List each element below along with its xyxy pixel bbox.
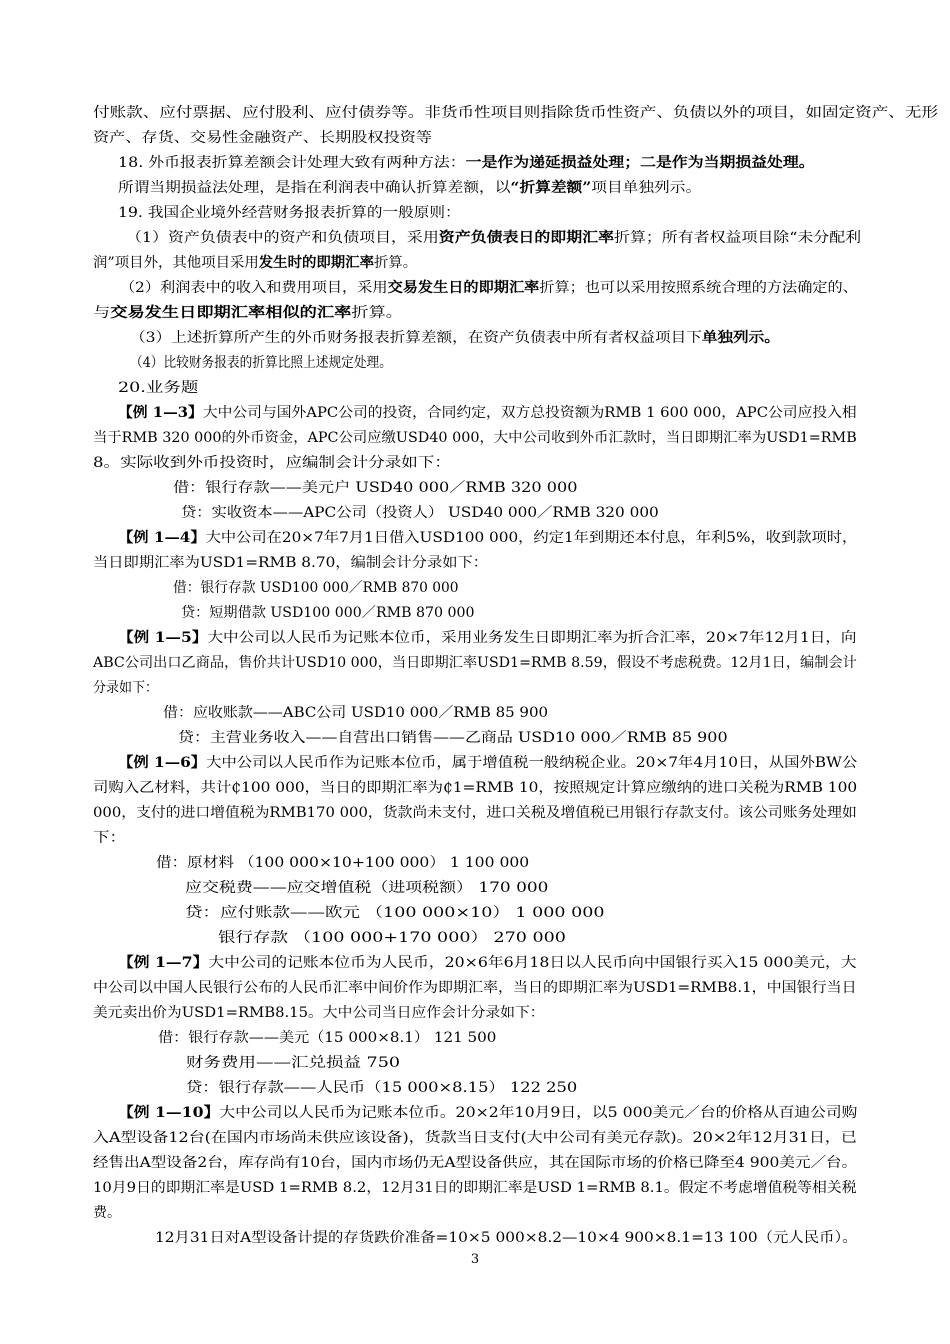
- text-run: 费。: [93, 1205, 121, 1221]
- text-run: 借：银行存款 USD100 000／RMB 870 000: [173, 580, 459, 596]
- text-line: [93, 128, 432, 148]
- text-run: 折算。: [373, 255, 418, 271]
- text-run: 应交税费——应交增值税（进项税额） 170 000: [185, 880, 549, 896]
- bold-text: “折算差额”: [510, 180, 592, 196]
- text-line: [118, 203, 461, 223]
- text-run: 折算；也可以采用按照系统合理的方法确定的、: [539, 280, 858, 296]
- text-line: [186, 1053, 400, 1073]
- text-line: [93, 303, 403, 323]
- text-line: [118, 528, 857, 548]
- text-line: [173, 578, 458, 598]
- text-run: 20.业务题: [118, 380, 199, 396]
- text-run: 项目单独列示。: [591, 180, 702, 196]
- bold-text: 交易发生日即期汇率相似的汇率: [110, 305, 352, 321]
- text-run: 借：银行存款——美元（15 000×8.1） 121 500: [158, 1030, 497, 1046]
- text-line: [186, 1078, 577, 1098]
- text-line: [118, 1103, 857, 1123]
- text-line: [173, 478, 578, 498]
- text-run: （1）资产负债表中的资产和负债项目，采用: [126, 230, 439, 246]
- bold-text: 交易发生日的即期汇率: [387, 280, 540, 296]
- text-line: [93, 778, 857, 798]
- text-run: （3）上述折算所产生的外币财务报表折算差额，在资产负债表中所有者权益项目下: [130, 330, 702, 346]
- text-run: 借：原材料 （100 000×10+100 000） 1 100 000: [156, 855, 530, 871]
- text-run: 000，支付的进口增值税为RMB170 000，货款尚未支付，进口关税及增值税已用银行存款支付。该公司账务处理如: [93, 805, 857, 821]
- text-run: 司购入乙材料，共计₵100 000，当日的即期汇率为₵1=RMB 10，按照规定计算应缴纳的进口关税为RMB 100: [93, 780, 858, 796]
- text-line: [93, 428, 857, 448]
- text-line: [93, 453, 451, 473]
- text-run: 财务费用——汇兑损益 750: [186, 1055, 400, 1071]
- text-run: 贷：银行存款——人民币（15 000×8.15） 122 250: [186, 1080, 578, 1096]
- text-line: [93, 253, 417, 273]
- text-line: [155, 1228, 857, 1248]
- text-run: 当于RMB 320 000的外币资金，APC公司应缴USD40 000，大中公司收到外币汇款时，当日即期汇率为USD1=RMB: [93, 430, 857, 446]
- text-run: 8。实际收到外币投资时，应编制会计分录如下：: [93, 455, 451, 471]
- text-line: [118, 403, 857, 423]
- text-line: [158, 1028, 496, 1048]
- text-line: [93, 1128, 857, 1148]
- text-run: 贷：实收资本——APC公司（投资人） USD40 000／RMB 320 000: [181, 505, 659, 521]
- text-line: [120, 278, 858, 298]
- bold-text: 资产负债表日的即期汇率: [438, 230, 615, 246]
- text-line: [93, 1178, 857, 1198]
- bold-text: 发生时的即期汇率: [258, 255, 374, 271]
- text-run: 所谓当期损益法处理，是指在利润表中确认折算差额，以: [118, 180, 511, 196]
- text-line: [93, 553, 488, 573]
- text-line: [93, 653, 857, 673]
- text-line: [93, 978, 857, 998]
- text-run: 分录如下：: [93, 680, 159, 696]
- text-run: 大中公司以人民币为记账本位币，采用业务发生日即期汇率为折合汇率，20×7年12月1日，向: [207, 630, 857, 646]
- text-line: [118, 628, 857, 648]
- page-number: 3: [470, 1252, 480, 1267]
- text-run: 润”项目外，其他项目采用: [93, 255, 259, 271]
- text-run: （2）利润表中的收入和费用项目，采用: [120, 280, 388, 296]
- text-run: 借：应收账款——ABC公司 USD10 000／RMB 85 900: [163, 705, 549, 721]
- text-line: [163, 703, 548, 723]
- text-run: 大中公司以人民币作为记账本位币，属于增值税一般纳税企业。20×7年4月10日，从国外BW公: [206, 755, 858, 771]
- text-line: [118, 953, 856, 973]
- text-run: 19. 我国企业境外经营财务报表折算的一般原则：: [118, 205, 461, 221]
- text-run: 经售出A型设备2台，库存尚有10台，国内市场仍无A型设备供应，其在国际市场的价格已降至4 900美元／台。: [93, 1155, 858, 1171]
- bold-text: 【例 1—4】: [118, 530, 206, 546]
- text-line: [93, 103, 938, 123]
- text-run: 中公司以中国人民银行公布的人民币汇率中间价作为即期汇率，当日的即期汇率为USD1=RMB8.1，中国银行当日: [93, 980, 857, 996]
- bold-text: 【例 1—7】: [118, 955, 209, 971]
- text-line: [93, 1153, 857, 1173]
- text-line: [93, 1003, 545, 1023]
- bold-text: 【例 1—10】: [118, 1105, 220, 1121]
- text-line: [118, 178, 701, 198]
- text-run: 美元卖出价为USD1=RMB8.15。大中公司当日应作会计分录如下：: [93, 1005, 545, 1021]
- text-line: [93, 678, 158, 698]
- text-run: 折算；所有者权益项目除“未分配利: [614, 230, 862, 246]
- text-run: 折算。: [351, 305, 404, 321]
- text-run: 贷：主营业务收入——自营出口销售——乙商品 USD10 000／RMB 85 900: [178, 730, 728, 746]
- text-line: [93, 1203, 121, 1223]
- text-run: 大中公司在20×7年7月1日借入USD100 000，约定1年到期还本付息，年利5%，收到款项时，: [205, 530, 858, 546]
- text-run: 借：银行存款——美元户 USD40 000／RMB 320 000: [173, 480, 578, 496]
- text-line: [126, 228, 861, 248]
- bold-text: 【例 1—3】: [118, 405, 203, 421]
- text-run: 大中公司以人民币为记账本位币。20×2年10月9日，以5 000美元／台的价格从百迪公司购: [219, 1105, 858, 1121]
- text-run: 与: [93, 305, 111, 321]
- text-line: [118, 378, 198, 398]
- bold-text: 【例 1—5】: [118, 630, 208, 646]
- text-run: 大中公司与国外APC公司的投资，合同约定，双方总投资额为RMB 1 600 000，APC公司应投入相: [202, 405, 857, 421]
- text-line: [181, 503, 659, 523]
- text-line: [185, 903, 604, 923]
- text-line: [93, 828, 126, 848]
- text-line: [130, 353, 392, 373]
- text-line: [93, 803, 857, 823]
- text-run: 付账款、应付票据、应付股利、应付债券等。非货币性项目则指除货币性资产、负债以外的项目，如固定资产、无形: [93, 105, 939, 121]
- text-run: 资产、存货、交易性金融资产、长期股权投资等: [93, 130, 433, 146]
- text-run: 当日即期汇率为USD1=RMB 8.70，编制会计分录如下：: [93, 555, 489, 571]
- text-line: [156, 853, 529, 873]
- text-line: [118, 153, 815, 173]
- text-run: 10月9日的即期汇率是USD 1=RMB 8.2，12月31日的即期汇率是USD 1=RMB 8.1。假定不考虑增值税等相关税: [93, 1180, 857, 1196]
- text-run: ABC公司出口乙商品，售价共计USD10 000，当日即期汇率USD1=RMB 8.59，假设不考虑税费。12月1日，编制会计: [93, 655, 857, 671]
- text-line: [118, 753, 857, 773]
- text-line: [130, 328, 780, 348]
- bold-text: 【例 1—6】: [118, 755, 207, 771]
- bold-text: 单独列示。: [701, 330, 780, 346]
- text-run: 下：: [93, 830, 127, 846]
- text-run: （4）比较财务报表的折算比照上述规定处理。: [130, 355, 392, 371]
- text-run: 12月31日对A型设备计提的存货跌价准备=10×5 000×8.2—10×4 900×8.1=13 100（元人民币）。: [155, 1230, 858, 1246]
- text-run: 大中公司的记账本位币为人民币，20×6年6月18日以人民币向中国银行买入15 000美元，大: [208, 955, 857, 971]
- bold-text: 一是作为递延损益处理；二是作为当期损益处理。: [465, 155, 815, 171]
- text-run: 贷：应付账款——欧元 （100 000×10） 1 000 000: [185, 905, 605, 921]
- text-run: 贷：短期借款 USD100 000／RMB 870 000: [181, 605, 475, 621]
- text-line: [178, 728, 728, 748]
- text-line: [185, 878, 548, 898]
- text-run: 入A型设备12台(在国内市场尚未供应该设备)，货款当日支付(大中公司有美元存款)。20×2年12月31日，已: [93, 1130, 857, 1146]
- text-run: 18. 外币报表折算差额会计处理大致有两种方法：: [118, 155, 466, 171]
- text-line: [218, 928, 566, 948]
- text-run: 银行存款 （100 000+170 000） 270 000: [218, 930, 566, 946]
- text-line: [181, 603, 474, 623]
